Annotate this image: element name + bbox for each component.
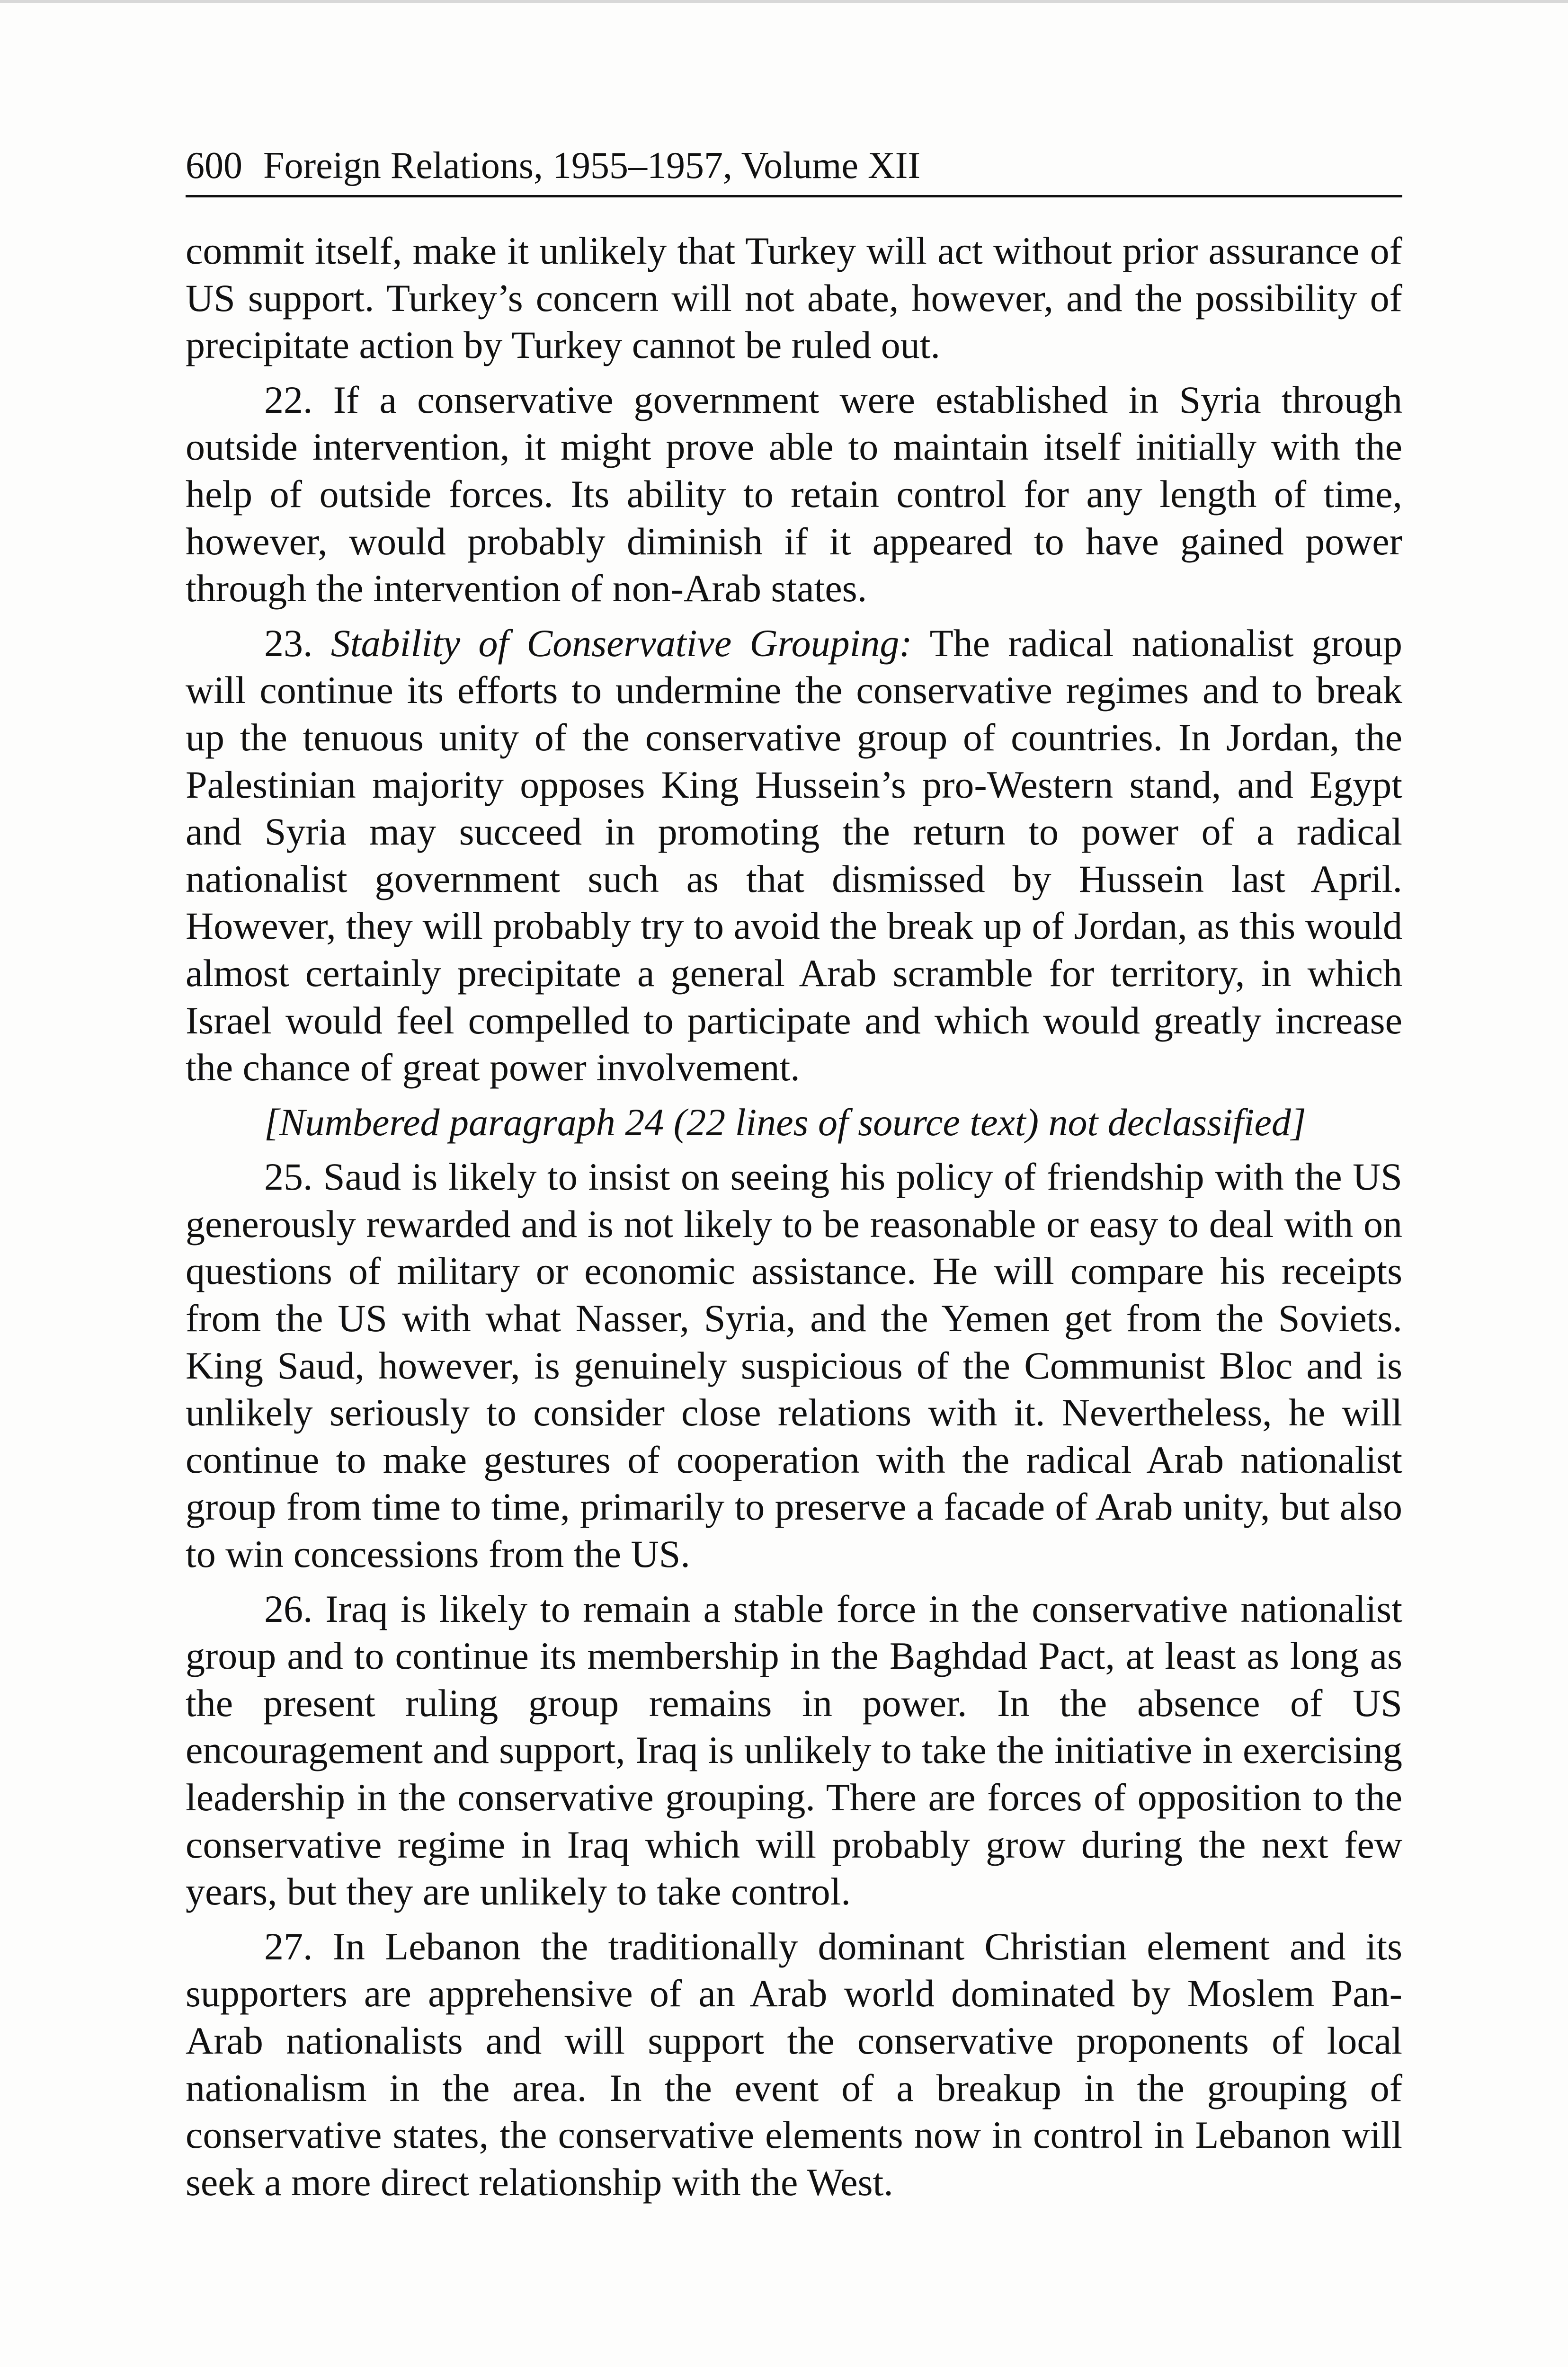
paragraph-21-continued: commit itself, make it unlikely that Turkey will act without prior assurance of US support. Turkey’s concern will not abate, however, and the possibility of precipitate action by Turkey cannot be ruled out.	[186, 229, 1402, 367]
paragraph-23-number: 23.	[264, 621, 313, 665]
paragraph-23	[186, 620, 1402, 1091]
header-rule	[186, 195, 1402, 197]
running-header	[186, 137, 1402, 194]
paragraph-24-editor-note: [Numbered paragraph 24 (22 lines of source text) not declassified]	[264, 1100, 1306, 1144]
paragraph-23-heading: Stability of Conservative Grouping:	[330, 621, 912, 665]
paragraph-23-body: The radical nationalist group will continue its efforts to undermine the conservative regimes and to break up the tenuous unity of the conservative group of countries. In Jordan, the Palestinian majority opposes King Hussein’s pro-Western stand, and Egypt and Syria may succeed in promoting the return to power of a radical nationalist government such as that dismissed by Hussein last April. However, they will probably try to avoid the break up of Jordan, as this would almost certainly precipitate a general Arab scramble for territory, in which Israel would feel compelled to participate and which would greatly increase the chance of great power involvement.	[186, 621, 1402, 1089]
scan-top-edge	[0, 0, 1568, 3]
paragraph-27: 27. In Lebanon the traditionally dominant Christian element and its supporters are apprehensive of an Arab world dominated by Moslem Pan-Arab nationalists and will support the conservative proponents of local nationalism in the area. In the event of a breakup in the grouping of conservative states, the conservative elements now in control in Lebanon will seek a more direct relationship with the West.	[186, 1924, 1402, 2204]
page-number: 600	[186, 145, 242, 187]
running-title: Foreign Relations, 1955–1957, Volume XII	[263, 145, 921, 187]
body-text	[186, 227, 1402, 2206]
paragraph-22: 22. If a conservative government were established in Syria through outside intervention, it might prove able to maintain itself initially with the help of outside forces. Its ability to retain control for any length of time, however, would probably diminish if it appeared to have gained power through the intervention of non-Arab states.	[186, 378, 1402, 610]
paragraph-25: 25. Saud is likely to insist on seeing his policy of friendship with the US generously rewarded and is not likely to be reasonable or easy to deal with on questions of military or economic assistance. He will compare his receipts from the US with what Nasser, Syria, and the Yemen get from the Soviets. King Saud, however, is genuinely suspicious of the Communist Bloc and is unlikely seriously to consider close relations with it. Nevertheless, he will continue to make gestures of cooperation with the radical Arab nationalist group from time to time, primarily to preserve a facade of Arab unity, but also to win concessions from the US.	[186, 1155, 1402, 1576]
paragraph-26: 26. Iraq is likely to remain a stable force in the conservative nationalist group and to continue its membership in the Baghdad Pact, at least as long as the present ruling group remains in power. In the absence of US encouragement and support, Iraq is unlikely to take the initiative in exercising leadership in the conservative grouping. There are forces of opposition to the conservative regime in Iraq which will probably grow during the next few years, but they are unlikely to take control.	[186, 1587, 1402, 1913]
